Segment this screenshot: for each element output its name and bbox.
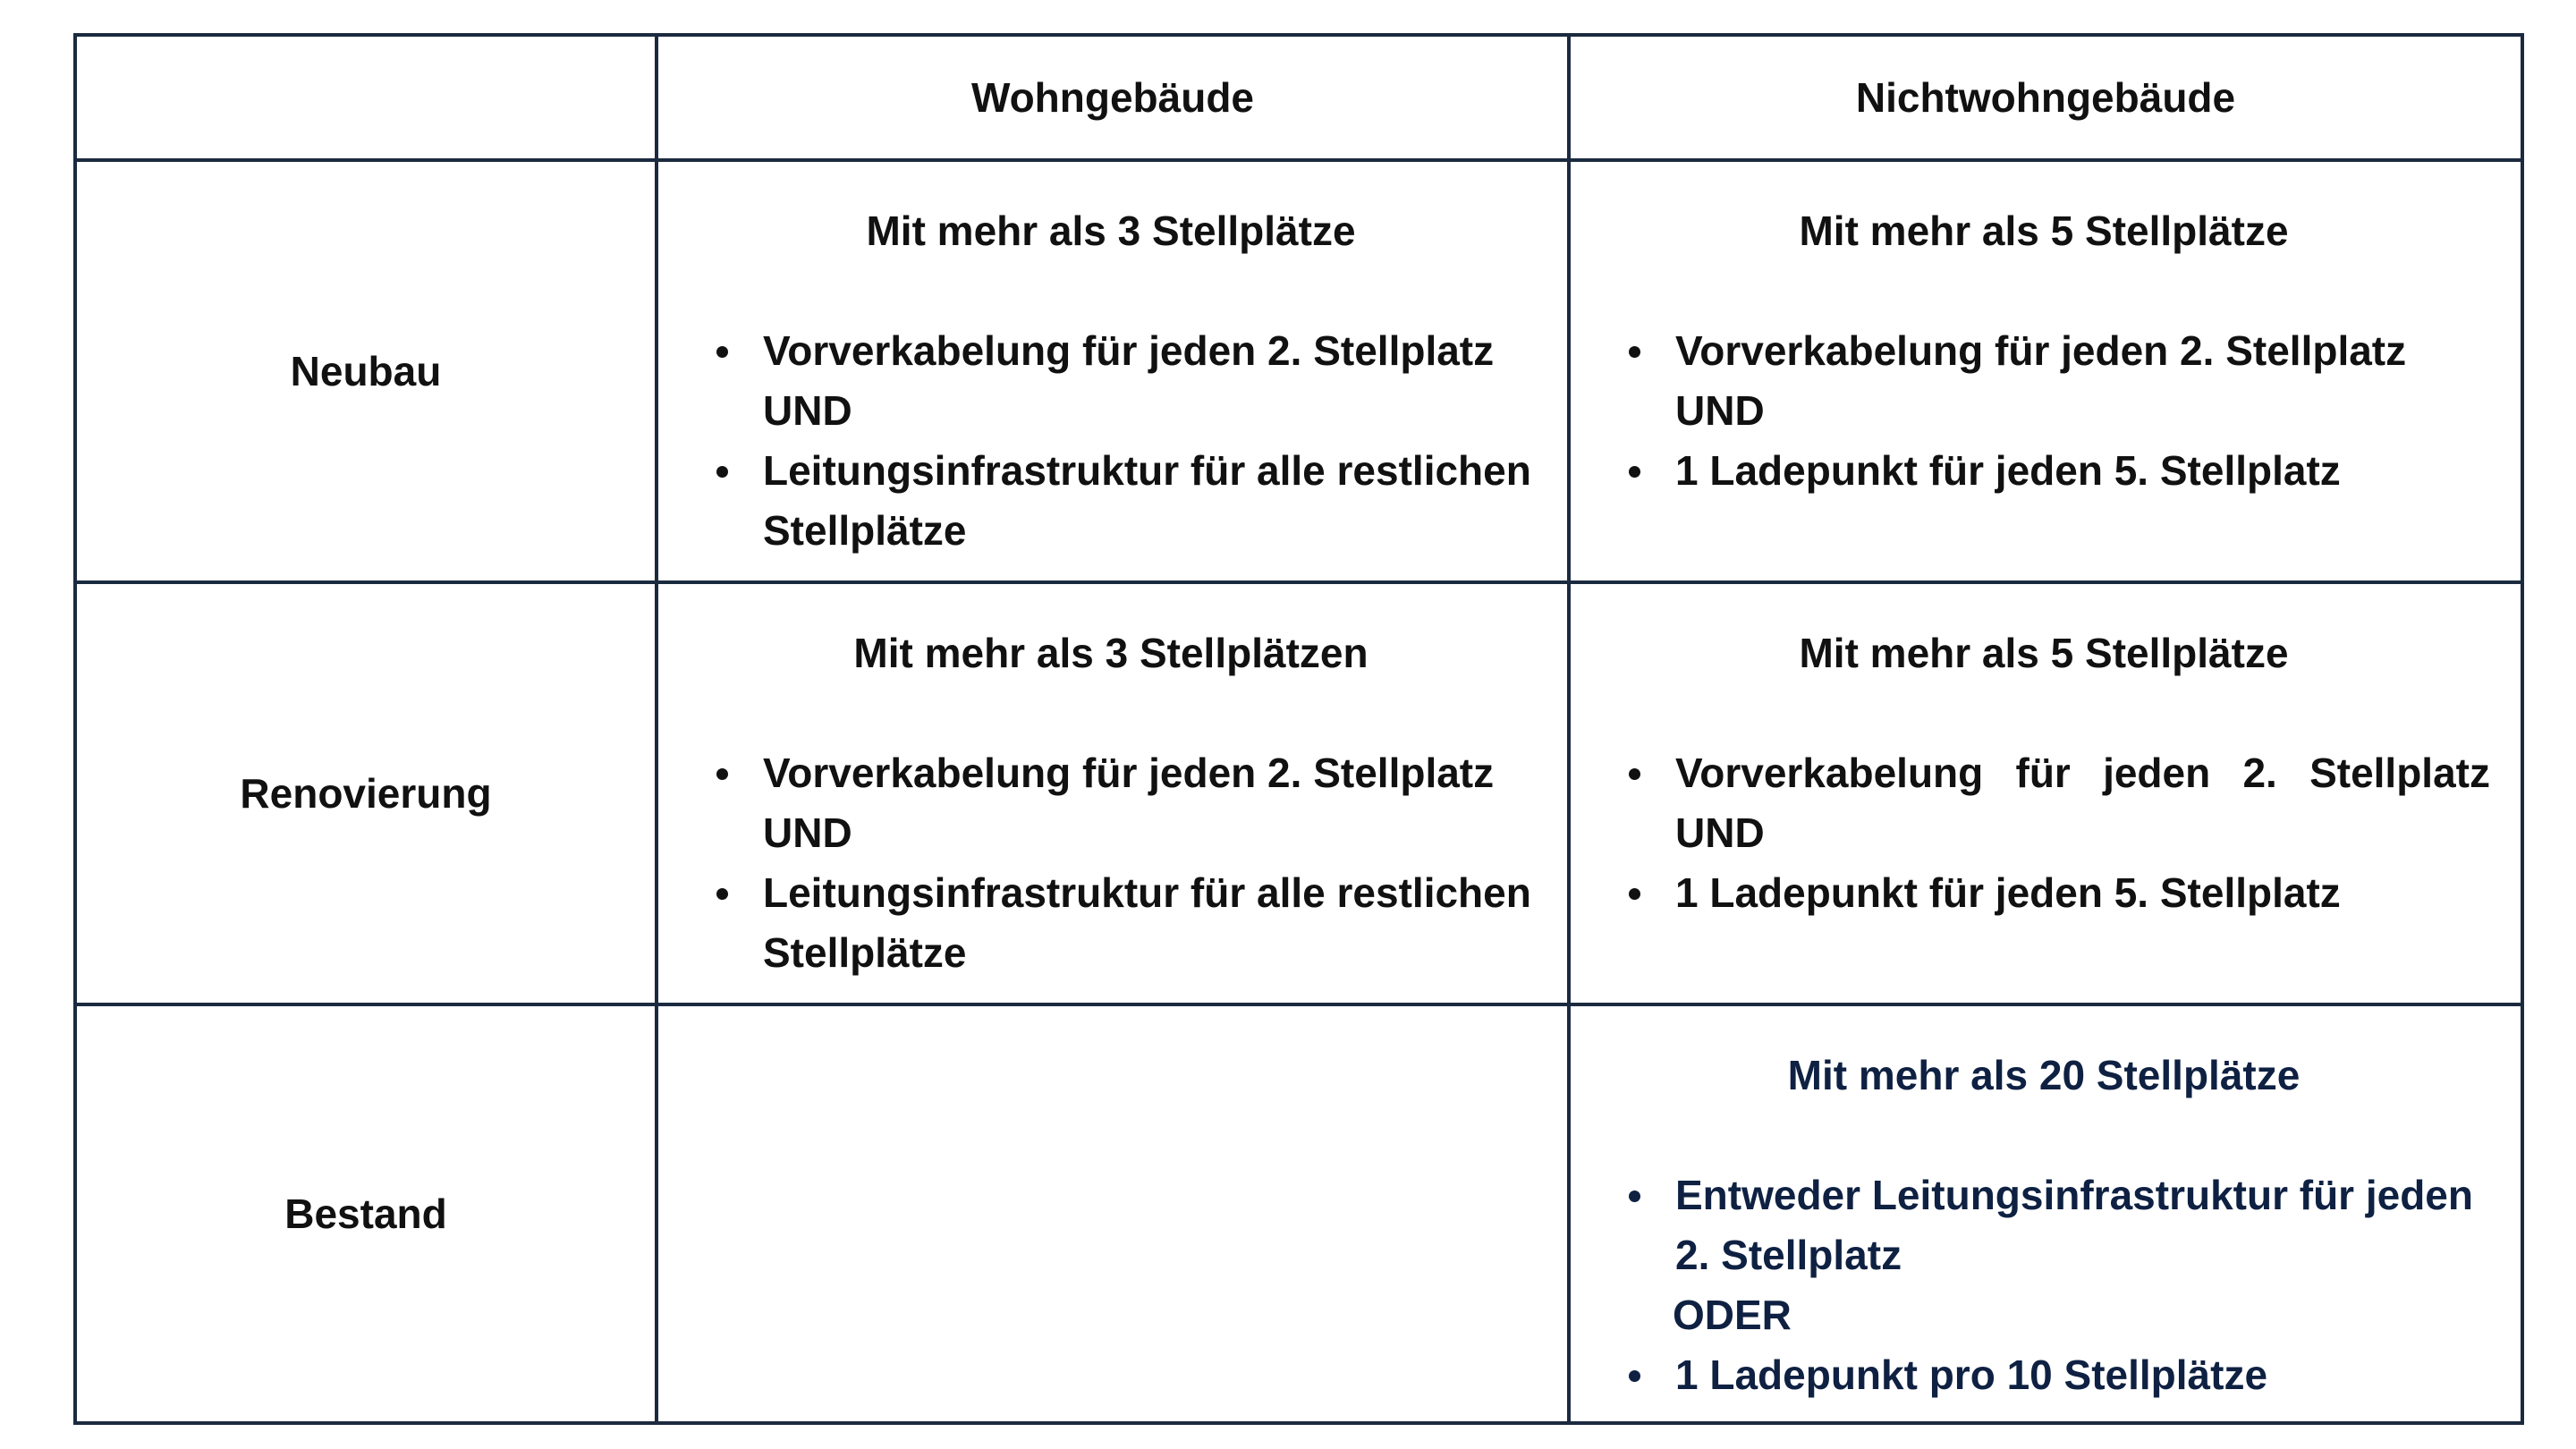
list-item-text: Vorverkabelung für jeden 2. Stellplatz — [763, 750, 1495, 796]
list-item — [1624, 441, 2490, 501]
row-label-renovierung — [77, 584, 658, 1006]
list-item — [712, 441, 1537, 561]
row-label: Renovierung — [240, 770, 492, 817]
list-item-text: Vorverkabelung für jeden 2. Stellplatz — [1675, 327, 2407, 374]
list-item-text: Vorverkabelung für jeden 2. Stellplatz — [1675, 750, 2490, 796]
list-item — [1624, 1345, 2490, 1405]
requirement-list — [1624, 1165, 2490, 1285]
oder-separator: ODER — [1673, 1292, 1792, 1338]
cell-title: Mit mehr als 20 Stellplätze — [1787, 1052, 2301, 1098]
list-item-text: Stellplätze — [763, 507, 967, 554]
requirement-list — [1624, 321, 2490, 501]
list-item-text: 1 Ladepunkt für jeden 5. Stellplatz — [1675, 869, 2341, 916]
list-item-text: Vorverkabelung für jeden 2. Stellplatz — [763, 327, 1495, 374]
cell-title: Mit mehr als 5 Stellplätze — [1799, 630, 2289, 676]
list-item-text: UND — [1675, 809, 1765, 856]
list-item-text: 1 Ladepunkt pro 10 Stellplätze — [1675, 1352, 2268, 1398]
row-label-neubau — [77, 162, 658, 584]
requirement-list — [1624, 1345, 2490, 1405]
requirement-list — [1624, 743, 2490, 923]
list-item — [712, 743, 1537, 863]
row-label: Bestand — [284, 1191, 447, 1237]
list-item-text: UND — [1675, 387, 1765, 434]
column-header-label: Nichtwohngebäude — [1855, 74, 2236, 121]
cell-neubau-nichtwohn — [1571, 162, 2521, 584]
list-item-text: UND — [763, 387, 852, 434]
list-item-text: Stellplätze — [763, 929, 967, 976]
header-corner-cell — [77, 37, 658, 162]
cell-renovierung-wohn — [658, 584, 1571, 1006]
row-label: Neubau — [290, 348, 442, 394]
list-item — [1624, 321, 2490, 441]
list-item — [1624, 1165, 2490, 1285]
cell-renovierung-nichtwohn — [1571, 584, 2521, 1006]
list-item-text: Entweder Leitungsinfrastruktur für jeden — [1675, 1172, 2473, 1218]
header-nichtwohngebaeude — [1571, 37, 2521, 162]
cell-title: Mit mehr als 3 Stellplätzen — [853, 630, 1368, 676]
list-item — [1624, 863, 2490, 923]
header-wohngebaeude — [658, 37, 1571, 162]
comparison-table — [73, 33, 2524, 1425]
row-label-bestand — [77, 1006, 658, 1421]
list-item-text: 1 Ladepunkt für jeden 5. Stellplatz — [1675, 447, 2341, 494]
list-item-text: Leitungsinfrastruktur für alle restlichen — [763, 447, 1531, 494]
cell-bestand-nichtwohn — [1571, 1006, 2521, 1421]
list-item-text: UND — [763, 809, 852, 856]
cell-neubau-wohn — [658, 162, 1571, 584]
cell-title: Mit mehr als 5 Stellplätze — [1799, 208, 2289, 254]
list-item — [1624, 743, 2490, 863]
list-item-text: Leitungsinfrastruktur für alle restlichen — [763, 869, 1531, 916]
requirement-list — [712, 321, 1537, 561]
list-item-text: 2. Stellplatz — [1675, 1232, 1902, 1278]
cell-title: Mit mehr als 3 Stellplätze — [866, 208, 1356, 254]
requirement-list — [712, 743, 1537, 983]
cell-bestand-wohn — [658, 1006, 1571, 1421]
column-header-label: Wohngebäude — [970, 74, 1255, 121]
list-item — [712, 863, 1537, 983]
list-item — [712, 321, 1537, 441]
